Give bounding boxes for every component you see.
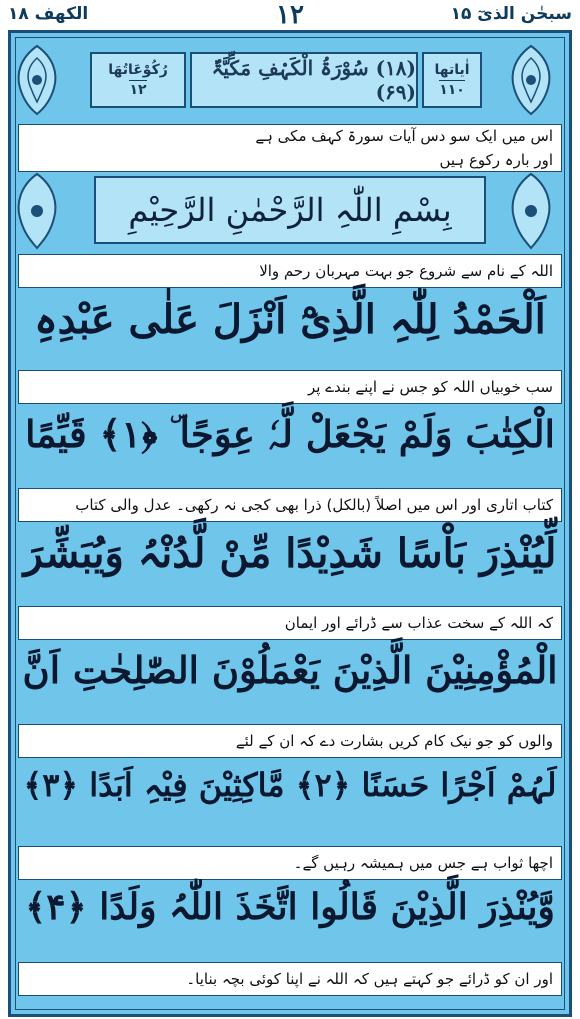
para-title: سبحٰن الذیٓ ۱۵ — [450, 4, 572, 24]
page-number: ۱۲ — [276, 0, 304, 30]
verse-line-1: اَلْحَمْدُ لِلّٰہِ الَّذِیْٓ اَنْزَلَ عَلٰی عَبْدِہِ — [34, 296, 546, 343]
page-header — [0, 0, 580, 30]
translation-line-5: اچھا ثواب ہے جس میں ہمیشہ رہیں گے۔ — [18, 846, 562, 880]
verse-line-4: الْمُؤْمِنِیْنَ الَّذِیْنَ یَعْمَلُوْنَ الصّٰلِحٰتِ اَنَّ — [22, 648, 558, 692]
ornament-right-icon — [508, 172, 554, 250]
surah-title: الکھف ۱۸ — [8, 4, 89, 24]
verse-line-3: لِّیُنْذِرَ بَاْسًا شَدِیْدًا مِّنْ لَّدُنْہُ وَیُبَشِّرَ — [23, 530, 557, 577]
ornament-left-icon — [14, 44, 60, 116]
bismillah-text: بِسْمِ اللّٰہِ الرَّحْمٰنِ الرَّحِیْمِ — [94, 176, 486, 244]
info-line-1: اس میں ایک سو دس آیات سورۃ کہف مکی ہے — [255, 127, 553, 145]
ornament-left-icon — [14, 172, 60, 250]
info-line-2: اور بارہ رکوع ہیں — [439, 151, 553, 169]
ornament-right-icon — [508, 44, 554, 116]
translation-line-4: والوں کو جو نیک کام کریں بشارت دے کہ ان کے لئے — [18, 724, 562, 758]
surah-name: (۱۸) سُوْرَۃُ الْکَہْفِ مَکِّیَّۃٌ (۶۹) — [190, 52, 418, 108]
translation-line-6: اور ان کو ڈرائے جو کہتے ہیں کہ اللہ نے اپنا کوئی بچہ بنایا۔ — [18, 962, 562, 996]
translation-line-2: کتاب اتاری اور اس میں اصلاً (بالکل) ذرا بھی کجی نہ رکھی۔ عدل والی کتاب — [18, 488, 562, 522]
surah-info — [18, 124, 562, 172]
translation-line-1: سب خوبیاں اللہ کو جس نے اپنے بندے پر — [18, 370, 562, 404]
verse-line-6: وَّیُنْذِرَ الَّذِیْنَ قَالُوا اتَّخَذَ اللّٰہُ وَلَدًا ﴿۴﴾ — [25, 886, 555, 928]
surah-header — [14, 44, 566, 116]
verse-line-5: لَہُمْ اَجْرًا حَسَنًا ﴿۲﴾ مَّاکِثِیْنَ فِیْہِ اَبَدًا ﴿۳﴾ — [23, 766, 557, 804]
verse-line-2: الْکِتٰبَ وَلَمْ یَجْعَلْ لَّہٗ عِوَجًا ۜ ﴿۱﴾ قَیِّمًا — [25, 412, 555, 456]
ayat-count-box: اٰیاتھا ۱۱۰ — [422, 52, 482, 108]
bismillah-panel — [14, 172, 566, 250]
ruku-count-box: رُکُوْعَاتُھَا ۱۲ — [90, 52, 186, 108]
bismillah-translation: اللہ کے نام سے شروع جو بہت مہربان رحم والا — [18, 254, 562, 288]
translation-line-3: کہ اللہ کے سخت عذاب سے ڈرائے اور ایمان — [18, 606, 562, 640]
